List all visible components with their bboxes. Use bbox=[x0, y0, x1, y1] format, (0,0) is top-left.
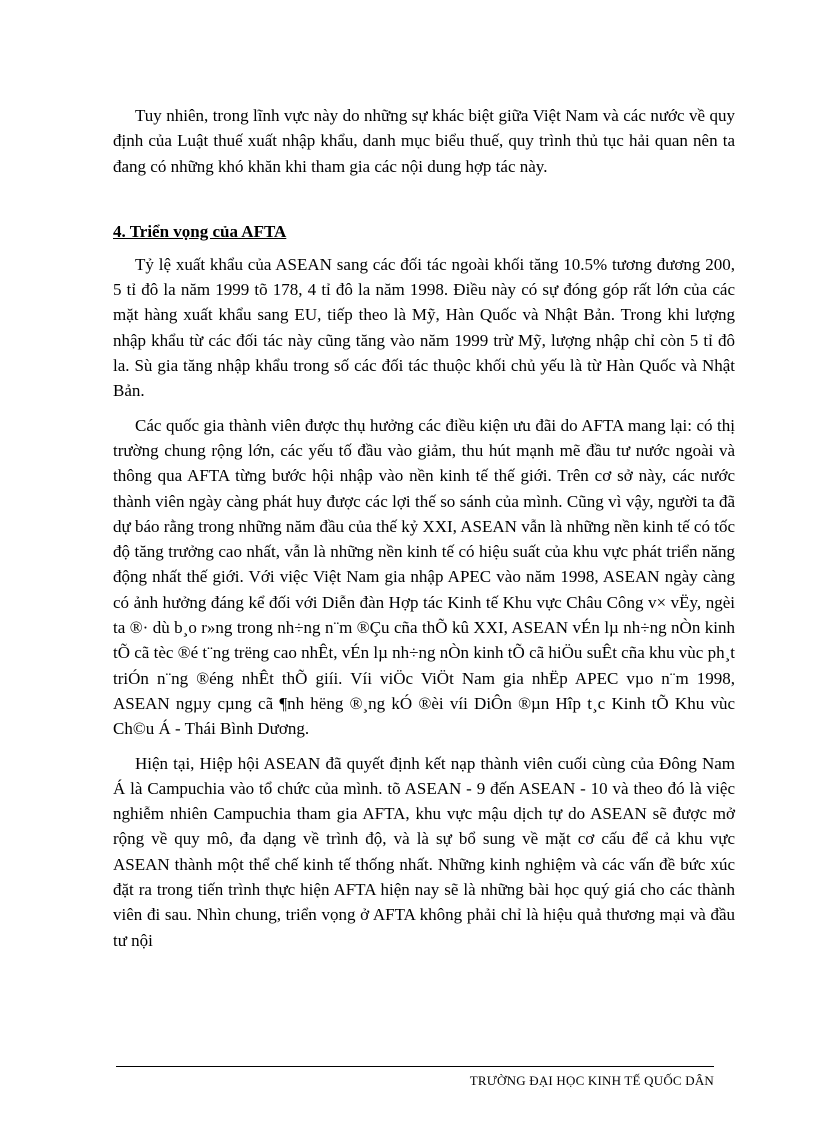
paragraph-current-status: Hiện tại, Hiệp hội ASEAN đã quyết định kết nạp thành viên cuối cùng của Đông Nam Á là Campuchia vào tổ chức của mình. tõ ASEAN - 9 đến ASEAN - 10 và theo đó là việc nghiễm nhiên Campuchia tham gia AFTA, khu vực mậu dịch tự do ASEAN sẽ được mở rộng về quy mô, đa dạng về trình độ, và là sự bổ sung về mặt cơ cấu để cả khu vực ASEAN thành một thể chế kinh tế thống nhất. Những kinh nghiệm và các vấn đề bức xúc đặt ra trong tiến trình thực hiện AFTA hiện nay sẽ là những bài học quý giá cho các thành viên đi sau. Nhìn chung, triển vọng ở AFTA không phải chỉ là hiệu quả thương mại và đầu tư nội bbox=[113, 753, 735, 950]
paragraph-member-benefits: Các quốc gia thành viên được thụ hưởng các điều kiện ưu đãi do AFTA mang lại: có thị trường chung rộng lớn, các yếu tố đầu vào giảm, thu hút mạnh mẽ đầu tư nước ngoài và thông qua AFTA từng bước hội nhập vào nền kinh tế thế giới. Trên cơ sở này, các nước thành viên ngày càng phát huy được các lợi thế so sánh của mình. Cũng vì vậy, người ta đã dự báo rằng trong những năm đầu của thế kỷ XXI, ASEAN vẫn là những nền kinh tế có tốc độ tăng trưởng cao nhất, vẫn là những nền kinh tế có hiệu suất của khu vực phát triển năng động nhất thế giới. Với việc Việt Nam gia nhập APEC vào năm 1998, ASEAN ngày càng có ảnh hưởng đáng kể đối với Diễn đàn Hợp tác Kinh tế Khu vực Châu Công v× vËy, ngèi ta ®· dù b¸o r»ng trong nh÷ng n¨m ®Çu cña thÕ kû XXI, ASEAN vÉn lµ nh÷ng nÒn kinh tÕ cã tèc ®é t¨ng trëng cao nhÊt, vÉn lµ nh÷ng nÒn kinh tÕ cã hiÖu suÊt cña khu vùc ph¸t triÓn n¨ng ®éng nhÊt thÕ giíi. Víi viÖc ViÖt Nam gia nhËp APEC vµo n¨m 1998, ASEAN ngµy cµng cã ¶nh hëng ®¸ng kÓ ®èi víi DiÔn ®µn Hîp t¸c Kinh tÕ Khu vùc Ch©u Á - Thái Bình Dương. bbox=[113, 415, 735, 739]
footer-institution: TRƯỜNG ĐẠI HỌC KINH TẾ QUỐC DÂN bbox=[469, 1073, 714, 1088]
paragraph-export-ratio: Tỷ lệ xuất khẩu của ASEAN sang các đối tác ngoài khối tăng 10.5% tương đương 200, 5 tỉ đô la năm 1999 tõ 178, 4 tỉ đô la năm 1998. Điều này có sự đóng góp rất lớn của các mặt hàng xuất khẩu sang EU, tiếp theo là Mỹ, Hàn Quốc và Nhật Bản. Trong khi lượng nhập khẩu từ các đối tác này cũng tăng vào năm 1999 trừ Mỹ, lượng nhập chỉ còn 5 tỉ đô la. Sù gia tăng nhập khẩu trong số các đối tác thuộc khối chủ yếu là từ Hàn Quốc và Nhật Bản. bbox=[113, 254, 735, 401]
document-body bbox=[113, 103, 735, 953]
paragraph-intro: Tuy nhiên, trong lĩnh vực này do những sự khác biệt giữa Việt Nam và các nước về quy định của Luật thuế xuất nhập khẩu, danh mục biểu thuế, quy trình thủ tục hải quan nên ta đang có những khó khăn khi tham gia các nội dung hợp tác này. bbox=[113, 106, 735, 176]
footer-divider bbox=[116, 1066, 714, 1067]
section-heading: 4. Triển vọng của AFTA bbox=[113, 221, 287, 241]
